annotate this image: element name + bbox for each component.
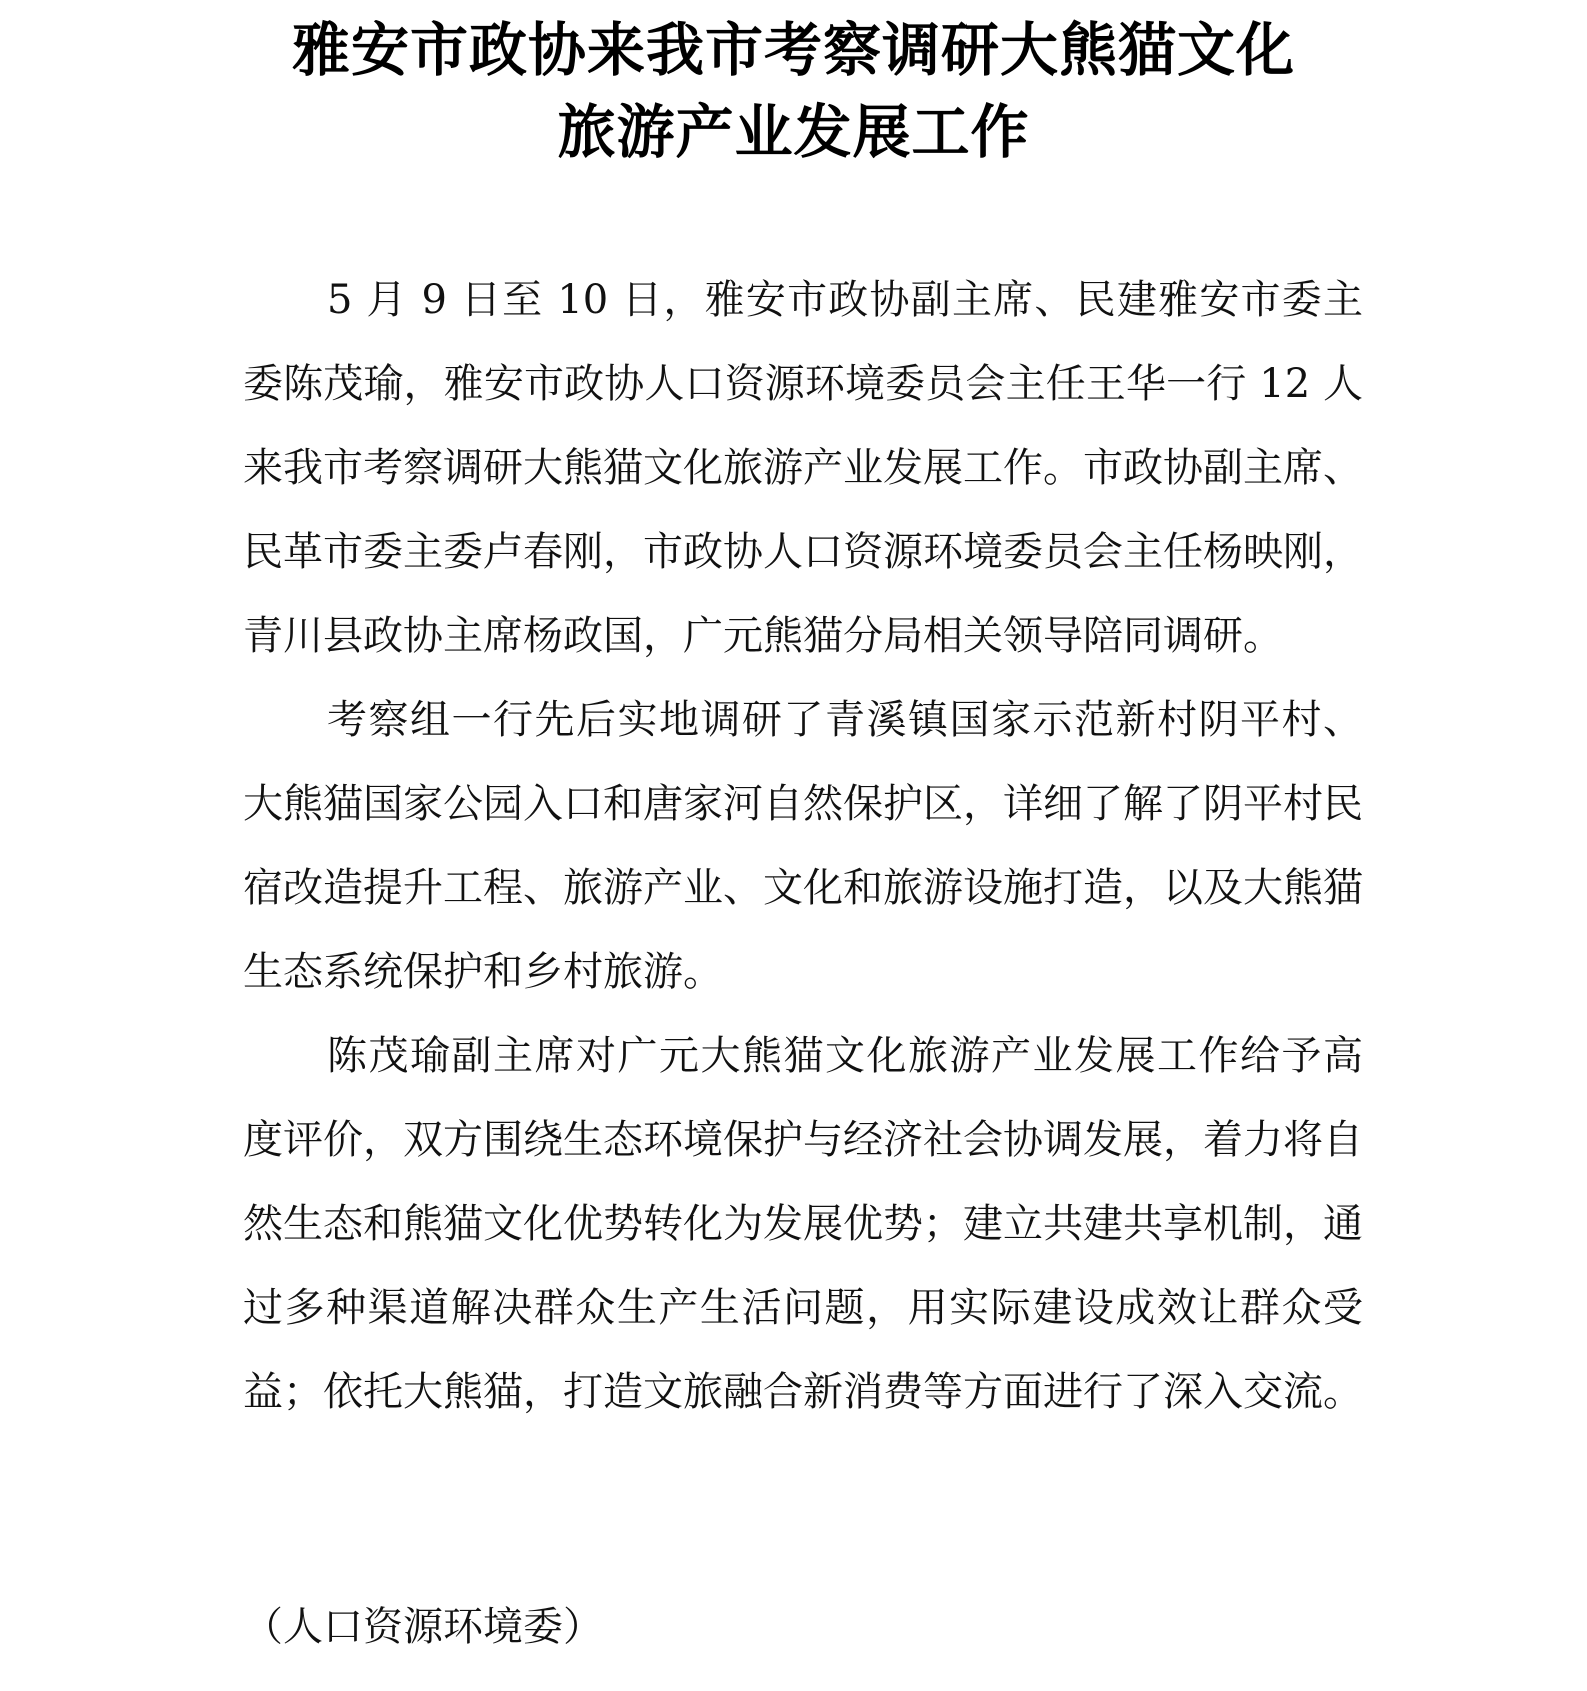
article-title-line-2: 旅游产业发展工作	[557, 98, 1030, 166]
paragraph-2: 考察组一行先后实地调研了青溪镇国家示范新村阴平村、大熊猫国家公园入口和唐家河自然保护区，详细了解了阴平村民宿改造提升工程、旅游产业、文化和旅游设施打造，以及大熊猫生态系统保护和乡村旅游。	[243, 697, 1363, 995]
paragraph-1: 5 月 9 日至 10 日，雅安市政协副主席、民建雅安市委主委陈茂瑜，雅安市政协人口资源环境委员会主任王华一行 12 人来我市考察调研大熊猫文化旅游产业发展工作。市政协副主席、民革市委主委卢春刚，市政协人口资源环境委员会主任杨映刚，青川县政协主席杨政国，广元熊猫分局相关领导陪同调研。	[243, 277, 1363, 659]
article-source: （人口资源环境委）	[243, 1604, 603, 1650]
article-title-line-1: 雅安市政协来我市考察调研大熊猫文化	[291, 16, 1295, 84]
article-body	[243, 258, 1363, 1434]
paragraph-3: 陈茂瑜副主席对广元大熊猫文化旅游产业发展工作给予高度评价，双方围绕生态环境保护与经济社会协调发展，着力将自然生态和熊猫文化优势转化为发展优势；建立共建共享机制，通过多种渠道解决群众生产生活问题，用实际建设成效让群众受益；依托大熊猫，打造文旅融合新消费等方面进行了深入交流。	[243, 1033, 1363, 1415]
